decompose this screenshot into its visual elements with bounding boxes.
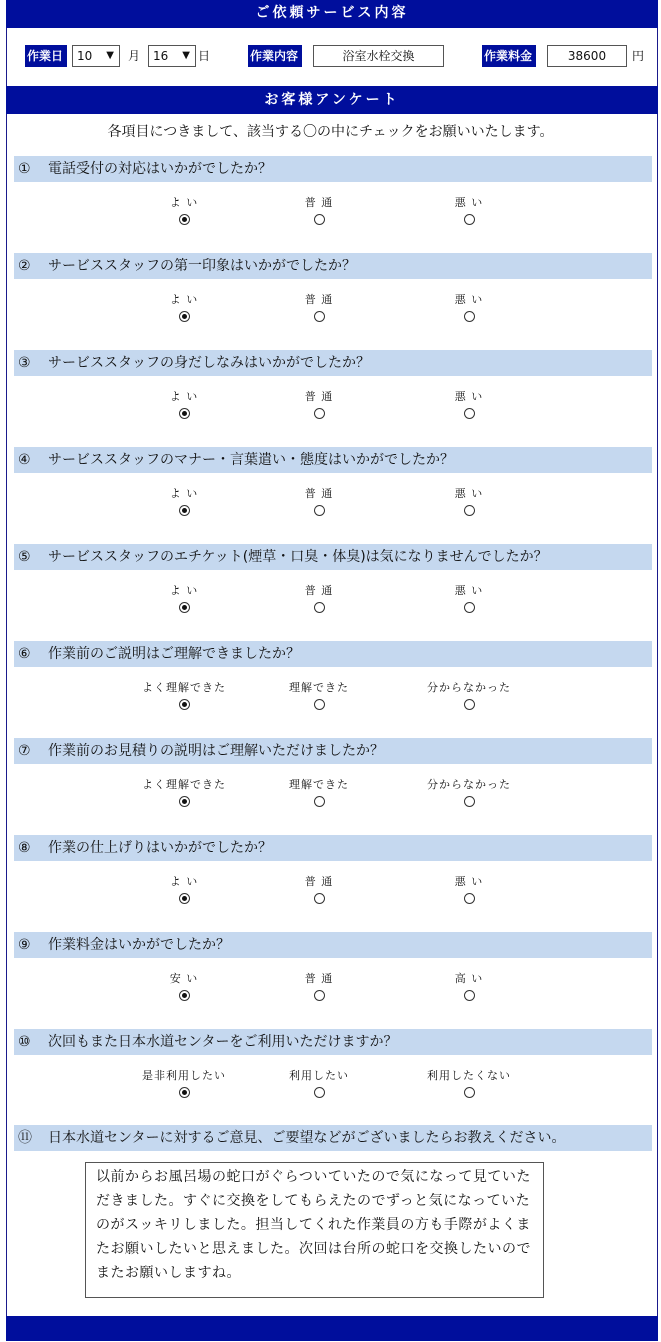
question-number: ⑧ <box>18 840 31 856</box>
service-header <box>6 0 658 28</box>
radio-button[interactable] <box>464 893 475 904</box>
answer-option[interactable] <box>409 390 529 419</box>
answer-option-label: 普 通 <box>304 196 334 209</box>
radio-button[interactable] <box>179 893 190 904</box>
question-number: ④ <box>18 452 31 468</box>
radio-button[interactable] <box>179 408 190 419</box>
answer-option[interactable] <box>409 293 529 322</box>
question-number: ① <box>18 161 31 177</box>
question-number: ⑤ <box>18 549 31 565</box>
answer-option[interactable] <box>259 972 379 1001</box>
answer-option[interactable] <box>124 778 244 807</box>
radio-button[interactable] <box>179 505 190 516</box>
question-1 <box>14 156 652 182</box>
question-text: 日本水道センターに対するご意見、ご要望などがございましたらお教えください。 <box>48 1130 566 1146</box>
radio-button[interactable] <box>314 699 325 710</box>
radio-button[interactable] <box>464 505 475 516</box>
radio-button[interactable] <box>179 602 190 613</box>
question-text: サービススタッフの身だしなみはいかがでしたか？ <box>48 355 370 371</box>
radio-button[interactable] <box>179 1087 190 1098</box>
radio-button[interactable] <box>464 699 475 710</box>
radio-button[interactable] <box>464 311 475 322</box>
answer-option[interactable] <box>259 778 379 807</box>
survey-header-title: お客様アンケート <box>264 92 400 108</box>
radio-button[interactable] <box>464 796 475 807</box>
question-text: サービススタッフの第一印象はいかがでしたか？ <box>48 258 356 274</box>
survey-instruction: 各項目につきまして、該当する〇の中にチェックをお願いいたします。 <box>107 124 554 140</box>
answer-option-label: 是非利用したい <box>142 1069 226 1082</box>
radio-button[interactable] <box>314 408 325 419</box>
answer-option-label: よ い <box>169 390 199 403</box>
question-number: ③ <box>18 355 31 371</box>
answer-option[interactable] <box>409 778 529 807</box>
answer-option[interactable] <box>259 875 379 904</box>
answer-option-label: 普 通 <box>304 875 334 888</box>
work-date-label: 作業日 <box>25 45 67 67</box>
question-number: ② <box>18 258 31 274</box>
radio-button[interactable] <box>179 214 190 225</box>
month-select[interactable] <box>72 45 120 67</box>
answer-option-label: 理解できた <box>289 681 349 694</box>
answer-option[interactable] <box>259 196 379 225</box>
answer-option[interactable] <box>259 390 379 419</box>
answer-option[interactable] <box>409 487 529 516</box>
answer-option-label: 理解できた <box>289 778 349 791</box>
day-value: 16 <box>153 49 169 63</box>
question-6 <box>14 641 652 667</box>
question-2 <box>14 253 652 279</box>
question-text: 電話受付の対応はいかがでしたか？ <box>48 161 272 177</box>
question-text: 作業前のご説明はご理解できましたか？ <box>48 646 300 662</box>
answer-option[interactable] <box>259 1069 379 1098</box>
radio-button[interactable] <box>314 1087 325 1098</box>
question-7 <box>14 738 652 764</box>
work-fee-field[interactable]: 38600 <box>547 45 627 67</box>
radio-button[interactable] <box>464 408 475 419</box>
radio-button[interactable] <box>314 214 325 225</box>
service-details-row <box>0 45 661 69</box>
answer-option[interactable] <box>124 584 244 613</box>
radio-button[interactable] <box>314 796 325 807</box>
question-text: サービススタッフのマナー・言葉遣い・態度はいかがでしたか？ <box>48 452 454 468</box>
question-10 <box>14 1029 652 1055</box>
answer-option-label: 悪 い <box>454 487 484 500</box>
radio-button[interactable] <box>314 505 325 516</box>
answer-option-label: 悪 い <box>454 196 484 209</box>
answer-option-label: よく理解できた <box>142 681 226 694</box>
radio-button[interactable] <box>464 602 475 613</box>
answer-option[interactable] <box>409 681 529 710</box>
answer-option-label: 普 通 <box>304 293 334 306</box>
month-unit: 月 <box>128 49 141 63</box>
fee-unit: 円 <box>632 49 645 63</box>
answer-option-label: 分からなかった <box>427 778 511 791</box>
radio-button[interactable] <box>179 796 190 807</box>
service-header-title: ご依頼サービス内容 <box>255 5 409 21</box>
answer-option-label: 利用したい <box>289 1069 349 1082</box>
work-content-field[interactable]: 浴室水栓交換 <box>313 45 444 67</box>
radio-button[interactable] <box>464 214 475 225</box>
answer-option-label: 分からなかった <box>427 681 511 694</box>
question-text: 作業料金はいかがでしたか？ <box>48 937 230 953</box>
answer-option[interactable] <box>409 972 529 1001</box>
chevron-down-icon: ▼ <box>106 50 114 61</box>
answer-option[interactable] <box>259 293 379 322</box>
radio-button[interactable] <box>464 990 475 1001</box>
answer-option[interactable] <box>124 972 244 1001</box>
answer-option-label: よ い <box>169 293 199 306</box>
answer-option[interactable] <box>259 487 379 516</box>
work-content-label: 作業内容 <box>248 45 302 67</box>
work-fee-label: 作業料金 <box>482 45 536 67</box>
answer-option[interactable] <box>124 293 244 322</box>
radio-button[interactable] <box>314 990 325 1001</box>
answer-option-label: よ い <box>169 875 199 888</box>
answer-option-label: 普 通 <box>304 487 334 500</box>
answer-option[interactable] <box>409 1069 529 1098</box>
question-number: ⑪ <box>18 1130 32 1146</box>
answer-option-label: 悪 い <box>454 875 484 888</box>
answer-option-label: 悪 い <box>454 390 484 403</box>
answer-option[interactable] <box>409 196 529 225</box>
day-select[interactable] <box>148 45 196 67</box>
answer-option[interactable] <box>124 1069 244 1098</box>
question-text: 次回もまた日本水道センターをご利用いただけますか？ <box>48 1034 398 1050</box>
answer-option[interactable] <box>124 487 244 516</box>
question-9 <box>14 932 652 958</box>
question-8 <box>14 835 652 861</box>
answer-option-label: 普 通 <box>304 584 334 597</box>
answer-option[interactable] <box>124 875 244 904</box>
question-3 <box>14 350 652 376</box>
question-number: ⑦ <box>18 743 31 759</box>
answer-option-label: 悪 い <box>454 584 484 597</box>
radio-button[interactable] <box>179 990 190 1001</box>
question-text: サービススタッフのエチケット(煙草・口臭・体臭)は気になりませんでしたか？ <box>48 549 548 565</box>
radio-button[interactable] <box>314 893 325 904</box>
answer-option[interactable] <box>124 390 244 419</box>
chevron-down-icon: ▼ <box>182 50 190 61</box>
answer-option-label: よく理解できた <box>142 778 226 791</box>
answer-option-label: 悪 い <box>454 293 484 306</box>
answer-option-label: よ い <box>169 487 199 500</box>
answer-option[interactable] <box>124 681 244 710</box>
question-4 <box>14 447 652 473</box>
footer-bar <box>6 1316 658 1341</box>
answer-option[interactable] <box>124 196 244 225</box>
radio-button[interactable] <box>464 1087 475 1098</box>
comment-textarea[interactable]: 以前からお風呂場の蛇口がぐらついていたので気になって見ていただきました。すぐに交換をしてもらえたのでずっと気になっていたのがスッキリしました。担当してくれた作業員の方も手際がよくまたお願いしたいと思えました。次回は台所の蛇口を交換したいのでまたお願いしますね。 <box>85 1162 544 1298</box>
answer-option-label: 普 通 <box>304 390 334 403</box>
answer-option[interactable] <box>259 584 379 613</box>
question-number: ⑨ <box>18 937 31 953</box>
question-5 <box>14 544 652 570</box>
radio-button[interactable] <box>314 602 325 613</box>
answer-option-label: 利用したくない <box>427 1069 511 1082</box>
radio-button[interactable] <box>179 311 190 322</box>
question-number: ⑩ <box>18 1034 31 1050</box>
question-text: 作業の仕上げりはいかがでしたか？ <box>48 840 272 856</box>
answer-option-label: 高 い <box>454 972 484 985</box>
radio-button[interactable] <box>179 699 190 710</box>
question-number: ⑥ <box>18 646 31 662</box>
comment-question <box>14 1125 652 1151</box>
radio-button[interactable] <box>314 311 325 322</box>
day-unit: 日 <box>198 49 211 63</box>
month-value: 10 <box>77 49 93 63</box>
answer-option[interactable] <box>409 875 529 904</box>
question-text: 作業前のお見積りの説明はご理解いただけましたか？ <box>48 743 384 759</box>
answer-option-label: よ い <box>169 196 199 209</box>
answer-option-label: 安 い <box>169 972 199 985</box>
survey-header <box>6 86 658 114</box>
answer-option[interactable] <box>409 584 529 613</box>
answer-option-label: よ い <box>169 584 199 597</box>
answer-option-label: 普 通 <box>304 972 334 985</box>
answer-option[interactable] <box>259 681 379 710</box>
